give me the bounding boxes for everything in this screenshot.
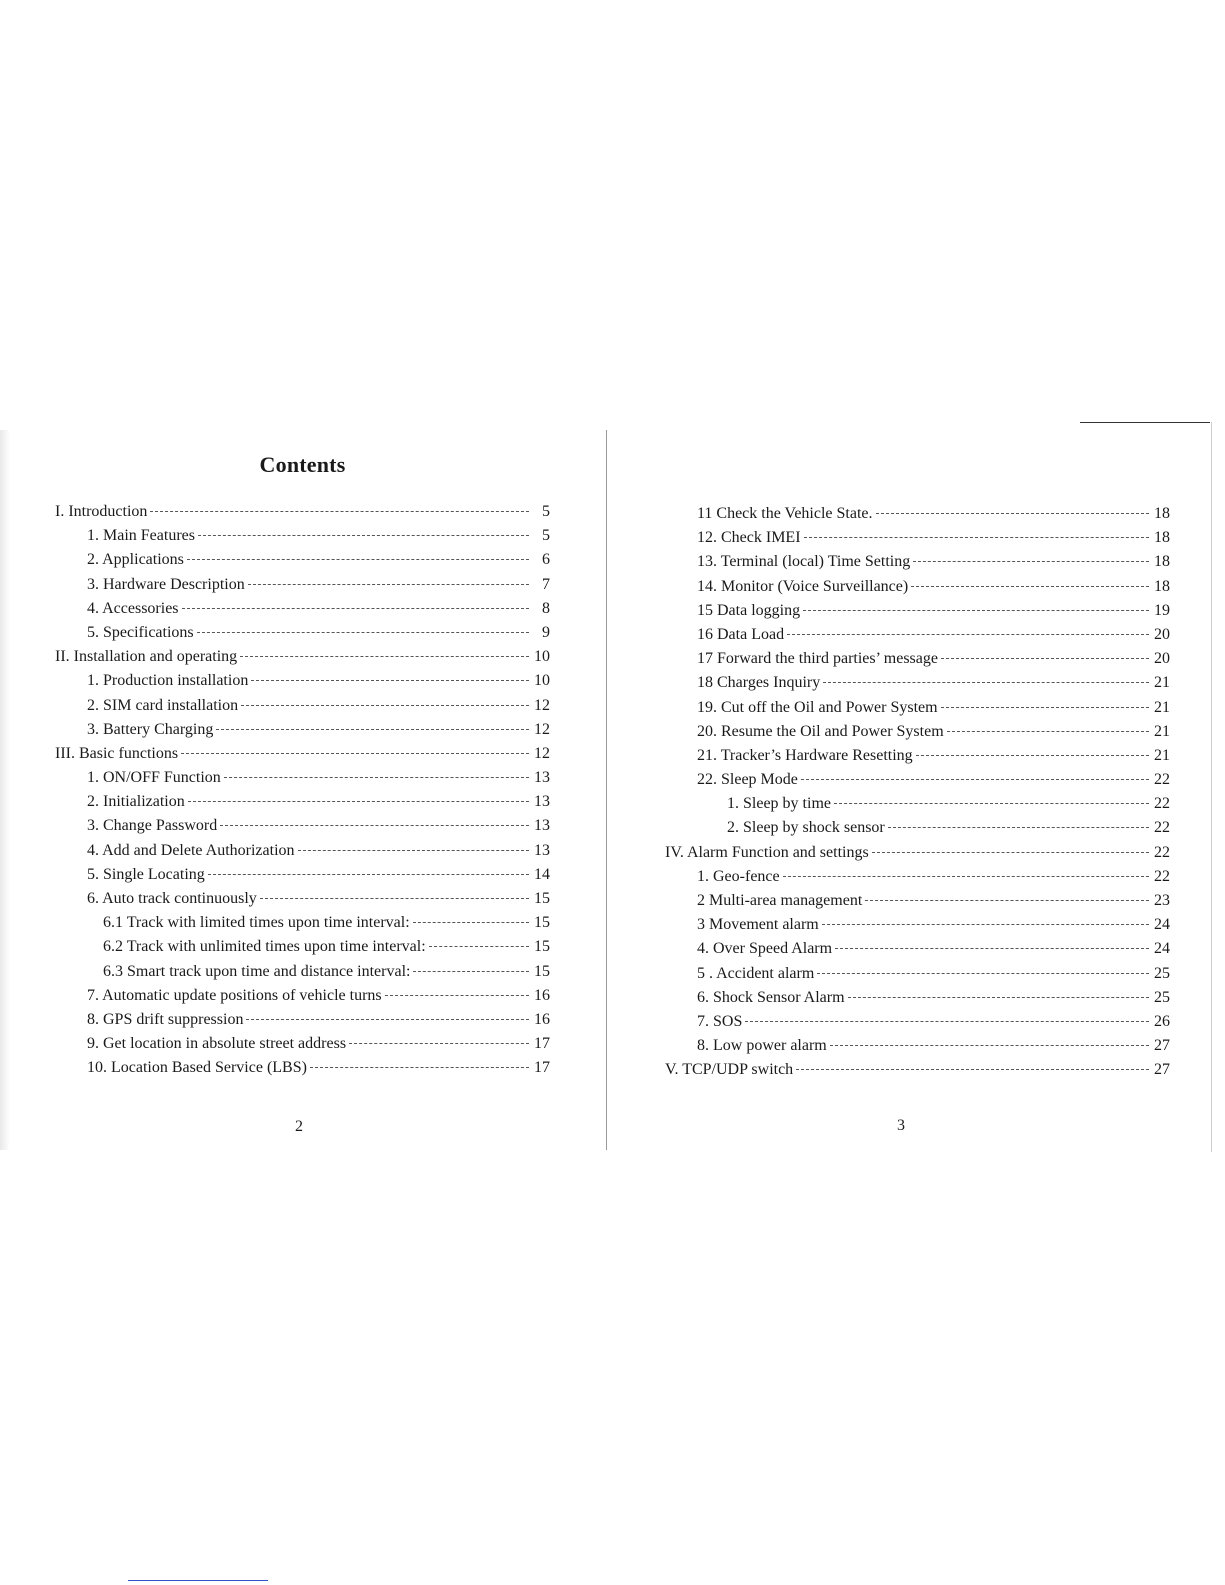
toc-entry-page: 13 [534,841,550,859]
toc-entry-page: 13 [534,769,550,787]
toc-entry[interactable] [665,989,1170,1013]
toc-entry[interactable] [55,890,550,914]
toc-entry-page: 26 [1154,1012,1170,1030]
toc-entry-label: III. Basic functions [55,744,179,762]
toc-dot-leader [876,513,1149,514]
toc-entry[interactable] [55,527,550,551]
toc-entry-page: 17 [534,1059,550,1077]
toc-entry-page: 7 [542,575,550,593]
right-toc-list [665,505,1170,1086]
toc-dot-leader [865,900,1149,901]
left-page-number: 2 [295,1118,303,1135]
toc-entry-page: 5 [542,503,550,520]
toc-entry[interactable] [55,745,550,769]
toc-entry-label: 1. Geo-fence [697,867,780,885]
right-page-number: 3 [897,1117,905,1134]
toc-entry-page: 21 [1154,674,1170,692]
toc-entry[interactable] [665,505,1170,529]
toc-dot-leader [913,561,1149,562]
toc-entry[interactable] [665,674,1170,698]
toc-entry[interactable] [665,553,1170,577]
toc-entry-page: 23 [1154,892,1170,909]
toc-dot-leader [787,634,1149,635]
toc-entry[interactable] [55,600,550,624]
toc-entry[interactable] [665,965,1170,989]
toc-entry-page: 24 [1154,940,1170,958]
toc-dot-leader [197,632,529,633]
toc-dot-leader [240,656,529,657]
toc-entry[interactable] [55,648,550,672]
toc-entry-label: 7. Automatic update positions of vehicle turns [87,986,382,1004]
toc-entry-label: 2. SIM card installation [87,696,239,714]
toc-dot-leader [251,680,529,681]
toc-entry[interactable] [665,771,1170,795]
toc-entry-page: 18 [1154,577,1170,595]
toc-dot-leader [248,584,529,585]
toc-entry-page: 25 [1154,964,1170,982]
toc-entry-label: 6. Shock Sensor Alarm [697,988,845,1006]
toc-dot-leader [916,755,1149,756]
toc-dot-leader [385,995,529,996]
toc-dot-leader [310,1067,529,1068]
toc-entry-page: 15 [534,938,550,956]
toc-entry[interactable] [665,1037,1170,1061]
toc-entry-label: 17 Forward the third parties’ message [697,650,938,668]
toc-entry-label: 14. Monitor (Voice Surveillance) [697,577,909,595]
toc-entry-label: II. Installation and operating [55,648,238,666]
toc-dot-leader [413,922,529,923]
toc-entry-label: 5. Specifications [87,623,194,641]
toc-dot-leader [413,971,529,972]
toc-entry[interactable] [665,626,1170,650]
toc-entry-label: IV. Alarm Function and settings [665,843,869,861]
toc-dot-leader [181,753,529,754]
toc-entry[interactable] [55,672,550,696]
toc-entry-label: 10. Location Based Service (LBS) [87,1059,307,1077]
toc-dot-leader [817,973,1149,974]
toc-entry[interactable] [55,963,550,987]
toc-entry[interactable] [55,1011,550,1035]
toc-entry-label: 2. Initialization [87,793,185,811]
toc-entry-page: 10 [534,672,550,690]
toc-entry[interactable] [55,697,550,721]
toc-entry[interactable] [55,1035,550,1059]
toc-entry-page: 5 [542,527,550,545]
toc-entry[interactable] [665,892,1170,916]
toc-entry[interactable] [55,551,550,575]
toc-dot-leader [187,559,529,560]
left-scan-edge [0,430,10,1150]
toc-entry-page: 12 [534,744,550,762]
toc-entry-label: 1. Sleep by time [727,795,831,813]
toc-entry[interactable] [665,699,1170,723]
toc-entry[interactable] [665,819,1170,843]
right-scan-edge [1211,422,1212,1152]
toc-entry[interactable] [665,916,1170,940]
toc-dot-leader [246,1019,529,1020]
toc-entry-label: 12. Check IMEI [697,529,801,547]
scan-artifact-line [1080,422,1210,423]
toc-entry[interactable] [55,914,550,938]
toc-dot-leader [947,731,1149,732]
toc-entry-label: 19. Cut off the Oil and Power System [697,698,938,716]
toc-entry-page: 24 [1154,916,1170,934]
toc-entry[interactable] [665,578,1170,602]
toc-entry-page: 21 [1154,698,1170,716]
toc-entry-page: 6 [542,551,550,569]
toc-entry-page: 15 [534,890,550,907]
toc-entry-label: 16 Data Load [697,625,785,643]
toc-entry-page: 22 [1154,843,1170,861]
toc-entry-label: 4. Over Speed Alarm [697,940,833,958]
toc-entry-page: 25 [1154,988,1170,1006]
toc-entry[interactable] [55,842,550,866]
toc-entry-label: 7. SOS [697,1012,743,1030]
toc-entry-page: 22 [1154,795,1170,813]
toc-entry-label: 6.3 Smart track upon time and distance interval: [103,962,411,980]
toc-entry-label: 20. Resume the Oil and Power System [697,722,944,740]
toc-entry-label: 4. Accessories [87,599,179,617]
toc-entry[interactable] [665,650,1170,674]
toc-entry-label: V. TCP/UDP switch [665,1061,794,1079]
toc-entry-page: 13 [534,793,550,811]
toc-entry-label: 3. Change Password [87,817,218,835]
toc-dot-leader [298,850,529,851]
toc-entry-page: 17 [534,1035,550,1053]
toc-entry-label: 1. ON/OFF Function [87,769,221,787]
toc-entry[interactable] [55,938,550,962]
toc-entry[interactable] [665,868,1170,892]
toc-entry-label: 8. Low power alarm [697,1037,827,1055]
toc-entry[interactable] [665,940,1170,964]
toc-entry[interactable] [665,723,1170,747]
toc-entry[interactable] [55,503,550,527]
toc-dot-leader [796,1069,1149,1070]
toc-entry-label: 2. Sleep by shock sensor [727,819,885,837]
toc-entry[interactable] [55,817,550,841]
toc-dot-leader [349,1043,529,1044]
toc-dot-leader [823,682,1149,683]
toc-entry[interactable] [55,721,550,745]
toc-dot-leader [941,658,1149,659]
toc-dot-leader [804,537,1149,538]
toc-dot-leader [429,946,529,947]
toc-entry-page: 15 [534,914,550,932]
toc-dot-leader [224,777,529,778]
toc-entry-label: 4. Add and Delete Authorization [87,841,295,859]
toc-dot-leader [220,825,529,826]
toc-entry[interactable] [55,866,550,890]
toc-entry-label: 5 . Accident alarm [697,964,815,982]
toc-entry-page: 15 [534,962,550,980]
toc-entry[interactable] [55,769,550,793]
toc-dot-leader [888,827,1149,828]
toc-dot-leader [182,608,529,609]
toc-entry-page: 12 [534,720,550,738]
toc-entry-page: 27 [1154,1061,1170,1079]
toc-entry-label: 1. Production installation [87,672,249,690]
toc-entry[interactable] [665,795,1170,819]
toc-entry-label: 6.1 Track with limited times upon time interval: [103,914,410,932]
toc-dot-leader [803,610,1149,611]
toc-entry-page: 8 [542,599,550,617]
toc-dot-leader [783,876,1149,877]
left-toc-list [55,503,550,1084]
toc-entry-page: 20 [1154,625,1170,643]
toc-entry[interactable] [665,844,1170,868]
toc-entry-label: 13. Terminal (local) Time Setting [697,553,911,571]
toc-entry-page: 13 [534,817,550,835]
toc-entry-label: 2 Multi-area management [697,892,863,909]
toc-entry-page: 21 [1154,722,1170,740]
toc-entry-page: 14 [534,865,550,883]
toc-dot-leader [835,948,1149,949]
toc-entry-label: 3. Battery Charging [87,720,214,738]
toc-entry-page: 9 [542,623,550,641]
toc-entry-page: 12 [534,696,550,714]
toc-entry-label: 8. GPS drift suppression [87,1010,244,1028]
toc-dot-leader [834,803,1149,804]
toc-entry-page: 16 [534,986,550,1004]
toc-dot-leader [198,535,529,536]
toc-entry-page: 18 [1154,505,1170,522]
toc-entry-label: 6. Auto track continuously [87,890,257,907]
toc-dot-leader [216,729,529,730]
toc-entry[interactable] [55,987,550,1011]
toc-dot-leader [260,898,529,899]
toc-entry[interactable] [55,1059,550,1083]
toc-dot-leader [208,874,529,875]
toc-dot-leader [801,779,1149,780]
toc-entry-label: 3. Hardware Description [87,575,245,593]
toc-dot-leader [872,852,1149,853]
toc-entry-page: 18 [1154,529,1170,547]
contents-title: Contents [259,452,346,477]
toc-entry-label: 1. Main Features [87,527,195,545]
toc-entry-label: 6.2 Track with unlimited times upon time interval: [103,938,426,956]
toc-dot-leader [848,997,1149,998]
toc-entry[interactable] [665,1061,1170,1085]
toc-entry-page: 22 [1154,771,1170,789]
toc-entry[interactable] [665,529,1170,553]
toc-dot-leader [911,586,1149,587]
toc-entry-page: 22 [1154,819,1170,837]
toc-dot-leader [822,924,1149,925]
toc-entry-label: 5. Single Locating [87,865,205,883]
toc-dot-leader [241,705,529,706]
toc-entry-label: 9. Get location in absolute street address [87,1035,347,1053]
toc-entry-label: I. Introduction [55,503,148,520]
toc-entry-page: 20 [1154,650,1170,668]
toc-entry-page: 16 [534,1010,550,1028]
toc-entry-label: 21. Tracker’s Hardware Resetting [697,746,913,764]
page-gutter [606,430,607,1150]
toc-entry-page: 10 [534,648,550,666]
toc-entry[interactable] [665,602,1170,626]
toc-entry[interactable] [665,1013,1170,1037]
toc-entry-label: 15 Data logging [697,601,801,619]
toc-entry-page: 27 [1154,1037,1170,1055]
toc-dot-leader [830,1045,1149,1046]
toc-entry-label: 2. Applications [87,551,184,569]
toc-dot-leader [941,707,1149,708]
toc-entry-page: 22 [1154,867,1170,885]
toc-entry[interactable] [55,793,550,817]
toc-entry-label: 11 Check the Vehicle State. [697,505,873,522]
toc-entry-page: 21 [1154,746,1170,764]
toc-entry-page: 19 [1154,601,1170,619]
toc-dot-leader [188,801,529,802]
toc-entry-label: 3 Movement alarm [697,916,819,934]
toc-entry-label: 22. Sleep Mode [697,771,798,789]
toc-entry[interactable] [665,747,1170,771]
toc-entry-page: 18 [1154,553,1170,571]
toc-dot-leader [150,511,529,512]
toc-dot-leader [745,1021,1149,1022]
scan-artifact-line-bottom [128,1580,268,1581]
toc-entry[interactable] [55,624,550,648]
toc-entry-label: 18 Charges Inquiry [697,674,821,692]
toc-entry[interactable] [55,576,550,600]
